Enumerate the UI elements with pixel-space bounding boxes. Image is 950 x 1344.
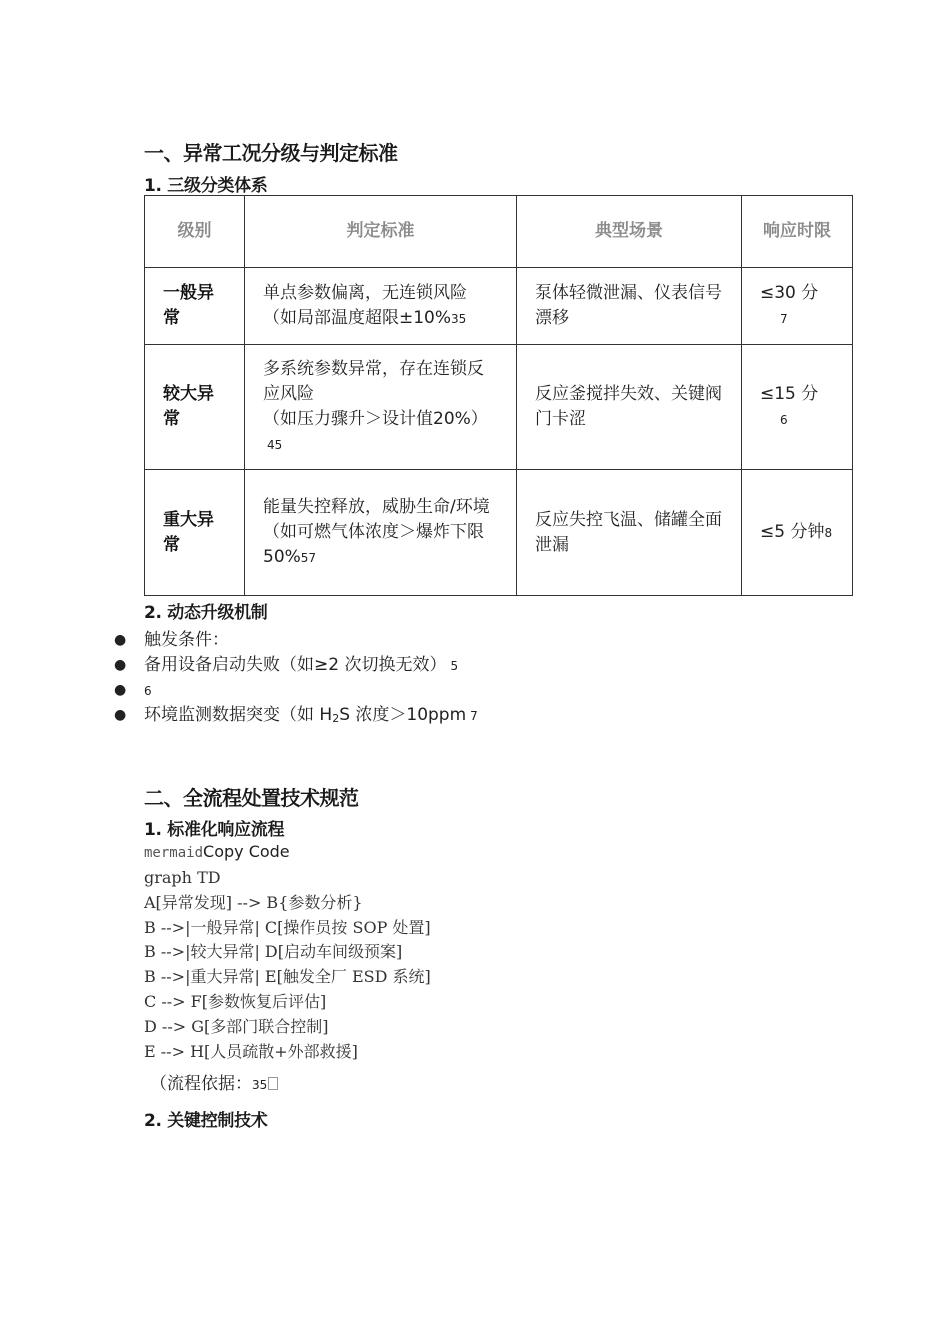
bullet-dot-icon: ●	[114, 707, 127, 723]
criteria-detail: （如局部温度超限±10%	[263, 307, 452, 328]
flow-basis-note	[150, 1072, 278, 1098]
time-cell	[742, 345, 853, 470]
criteria-main: 多系统参数异常，存在连锁反应风险	[263, 358, 484, 404]
citation-ref: 6	[780, 412, 788, 427]
header-criteria: 判定标准	[245, 196, 517, 268]
scenario-cell: 泵体轻微泄漏、仪表信号漂移	[517, 268, 742, 345]
missing-glyph-icon	[268, 1077, 278, 1090]
section-2-title: 二、全流程处置技术规范	[144, 786, 359, 810]
time-cell	[742, 268, 853, 345]
grading-table	[144, 195, 853, 596]
code-line: A[异常发现] --> B{参数分析}	[144, 893, 363, 912]
time-value: ≤5 分钟	[760, 521, 825, 542]
citation-ref: 8	[824, 525, 833, 540]
table-row	[145, 268, 853, 345]
section-2-subtitle-key-controls: 2. 关键控制技术	[144, 1111, 268, 1131]
code-line: B -->|一般异常| C[操作员按 SOP 处置]	[144, 918, 431, 937]
citation-ref: 45	[267, 437, 283, 452]
code-line: graph TD	[144, 868, 221, 887]
scenario-cell: 反应失控飞温、储罐全面泄漏	[517, 470, 742, 596]
trigger-conditions-list	[0, 628, 950, 728]
header-level: 级别	[145, 196, 245, 268]
code-block-header	[144, 842, 290, 863]
criteria-detail: （如可燃气体浓度＞爆炸下限 50%	[263, 521, 484, 567]
section-2-subtitle-flow: 1. 标准化响应流程	[144, 820, 285, 840]
time-value: ≤30 分	[760, 282, 819, 303]
citation-ref: 57	[300, 550, 317, 565]
copy-code-button[interactable]: Copy Code	[203, 842, 290, 861]
citation-ref: 6	[144, 684, 152, 698]
level-cell: 较大异常	[145, 345, 245, 470]
citation-ref: 5	[450, 659, 459, 673]
bullet-dot-icon: ●	[114, 682, 127, 698]
code-line: C --> F[参数恢复后评估]	[144, 992, 327, 1011]
section-1-title: 一、异常工况分级与判定标准	[144, 141, 398, 165]
list-item: ● 环境监测数据突变（如 H2S 浓度＞10ppm 7	[0, 703, 950, 728]
time-value: ≤15 分	[760, 383, 819, 404]
code-line: B -->|较大异常| D[启动车间级预案]	[144, 942, 403, 961]
time-cell	[742, 470, 853, 596]
criteria-main: 能量失控释放，威胁生命/环境	[263, 496, 490, 517]
criteria-main: 单点参数偏离，无连锁风险	[263, 282, 467, 303]
level-cell: 一般异常	[145, 268, 245, 345]
criteria-cell	[245, 345, 517, 470]
table-row	[145, 470, 853, 596]
code-line: B -->|重大异常| E[触发全厂 ESD 系统]	[144, 967, 431, 986]
list-item: ● 备用设备启动失败（如≥2 次切换无效） 5	[0, 653, 950, 678]
flow-basis-label: （流程依据：	[150, 1074, 252, 1094]
code-line: E --> H[人员疏散+外部救援]	[144, 1042, 358, 1061]
table-header-row	[145, 196, 853, 268]
citation-ref: 7	[780, 311, 788, 326]
citation-ref: 35	[451, 311, 467, 326]
bullet-dot-icon: ●	[114, 657, 127, 673]
header-response-time: 响应时限	[742, 196, 853, 268]
citation-ref: 35	[252, 1078, 268, 1092]
level-cell: 重大异常	[145, 470, 245, 596]
list-item	[0, 678, 950, 703]
section-1-subtitle-classification: 1. 三级分类体系	[144, 176, 268, 196]
criteria-cell	[245, 268, 517, 345]
bullet-dot-icon: ●	[114, 632, 127, 648]
citation-ref: 7	[470, 709, 478, 723]
list-item: ● 触发条件：	[0, 628, 950, 653]
criteria-cell	[245, 470, 517, 596]
header-scenario: 典型场景	[517, 196, 742, 268]
code-line: D --> G[多部门联合控制]	[144, 1017, 329, 1036]
section-1-subtitle-upgrade: 2. 动态升级机制	[144, 603, 268, 623]
criteria-detail: （如压力骤升＞设计值20%）	[263, 408, 488, 429]
table-row	[145, 345, 853, 470]
scenario-cell: 反应釜搅拌失效、关键阀门卡涩	[517, 345, 742, 470]
code-language-label: mermaid	[144, 845, 204, 861]
